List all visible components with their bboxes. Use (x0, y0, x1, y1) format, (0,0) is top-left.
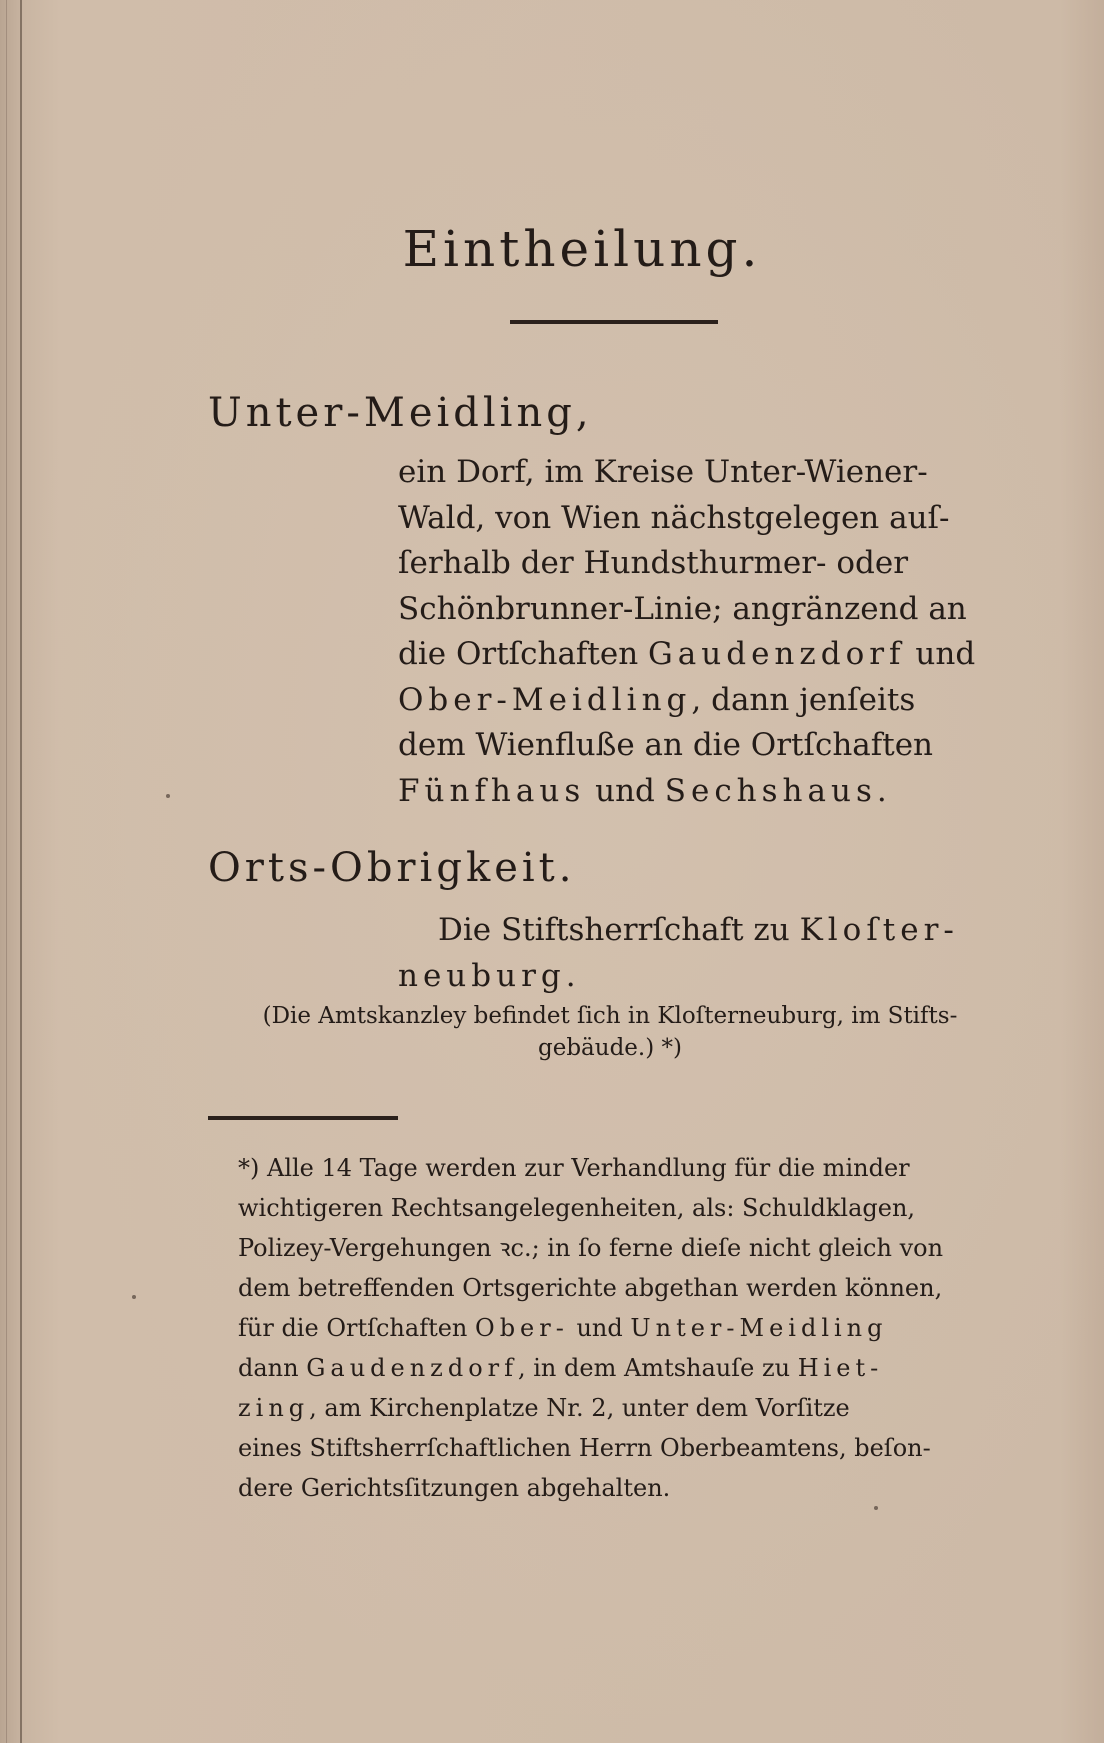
footnote-line: Polizey-Vergehungen ꝛc.; in ſo ferne dieſe nicht gleich von (238, 1234, 944, 1262)
place-name: Kloſter- (799, 912, 959, 948)
line: . (565, 957, 576, 994)
office-note (206, 1000, 1014, 1064)
footnote-rule (208, 1116, 398, 1120)
footnote-line: , in dem Amtshauſe zu (518, 1354, 798, 1382)
place-name: Hiet- (797, 1354, 884, 1382)
line: . (876, 772, 887, 809)
paper-speck (166, 794, 170, 798)
line: und (585, 772, 665, 809)
place-name: zing (238, 1394, 310, 1422)
line: , dann jenſeits (691, 681, 916, 718)
line: ſerhalb der Hundsthurmer- oder (398, 545, 909, 581)
paper-speck (874, 1506, 878, 1510)
line: dem Wienfluße an die Ortſchaften (398, 727, 934, 763)
place-name: Sechshaus (664, 772, 877, 809)
footnote-line: wichtigeren Rechtsangelegenheiten, als: Schuldklagen, (238, 1194, 916, 1222)
description-paragraph (398, 450, 1014, 814)
line: Wald, von Wien nächstgelegen auſ- (398, 499, 950, 536)
paper-speck (132, 1295, 136, 1299)
line: und (905, 636, 976, 672)
footnote-line: *) Alle 14 Tage werden zur Verhandlung für die minder (238, 1154, 910, 1182)
footnote-line: dem betreffenden Ortsgerichte abgethan werden können, (238, 1274, 943, 1302)
title-rule (510, 320, 718, 324)
section-heading-orts-obrigkeit: Orts-Obrigkeit. (208, 845, 576, 891)
footnote-line: , am Kirchenplatze Nr. 2, unter dem Vorſitze (309, 1394, 850, 1422)
footnote-line: dere Gerichtsſitzungen abgehalten. (238, 1474, 671, 1502)
page-title: Eintheilung. (402, 220, 762, 278)
line: ein Dorf, im Kreise Unter-Wiener- (398, 454, 928, 490)
place-name: Ober- (475, 1314, 569, 1342)
footnote (238, 1148, 1014, 1508)
section-heading-unter-meidling: Unter-Meidling, (208, 390, 593, 436)
footnote-line: dann (238, 1354, 307, 1382)
line: Die Stiftsherrſchaft zu (438, 912, 800, 948)
footnote-line: eines Stiftsherrſchaftlichen Herrn Oberbeamtens, beſon- (238, 1434, 931, 1462)
footnote-line: für die Ortſchaften (238, 1314, 476, 1342)
place-name: Gaudenzdorf (306, 1354, 518, 1382)
footnote-line: und (568, 1314, 631, 1342)
place-name: Ober-Meidling (398, 681, 692, 718)
place-name: Unter-Meidling (630, 1314, 888, 1342)
line: die Ortſchaften (398, 636, 649, 672)
place-name: Gaudenzdorf (648, 636, 906, 672)
authority-paragraph (398, 908, 1014, 999)
note-line: (Die Amtskanzley befindet ſich in Kloſterneuburg, im Stifts- (262, 1003, 958, 1029)
place-name: Fünfhaus (398, 772, 586, 809)
note-line: gebäude.) *) (538, 1035, 682, 1061)
line: Schönbrunner-Linie; angränzend an (398, 590, 967, 627)
place-name: neuburg (398, 957, 566, 994)
